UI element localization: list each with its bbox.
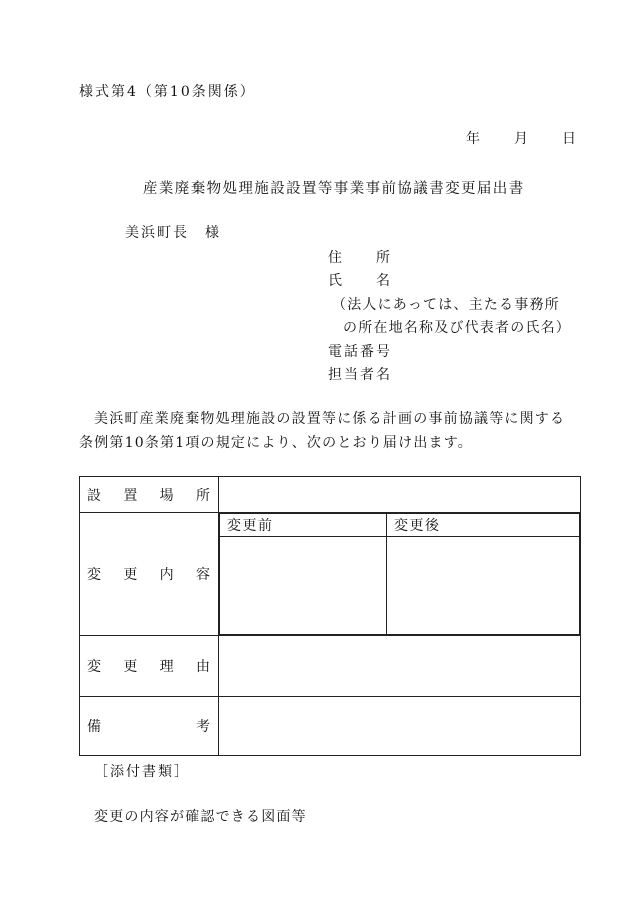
reason-label-char: 変 <box>87 659 101 675</box>
remarks-label-cell <box>80 697 219 756</box>
contact-label: 担当者名 <box>328 367 392 383</box>
change-label-char: 内 <box>159 567 174 583</box>
location-label-char: 場 <box>159 487 174 504</box>
corp-note-1: （法人にあっては、主たる事務所 <box>332 297 560 313</box>
after-header: 変更後 <box>387 514 580 537</box>
name-label: 氏 名 <box>328 273 392 289</box>
change-label-char: 更 <box>123 567 138 583</box>
attachments-item: 変更の内容が確認できる図面等 <box>94 809 307 825</box>
before-value-cell[interactable] <box>220 537 387 635</box>
date-line <box>466 128 576 148</box>
attachments-header: ［添付書類］ <box>94 764 190 780</box>
after-value-cell[interactable] <box>387 537 580 635</box>
phone-label: 電話番号 <box>328 344 392 360</box>
address-label: 住 所 <box>328 250 392 266</box>
location-row <box>80 477 581 513</box>
body-line-2: 条例第10条第1項の規定により、次のとおり届け出ます。 <box>79 435 474 451</box>
change-label-char: 変 <box>87 567 101 583</box>
reason-label-char: 理 <box>159 659 174 675</box>
change-form-table <box>79 476 581 756</box>
change-content-label-cell <box>80 513 219 636</box>
reason-label-char: 更 <box>123 659 138 675</box>
remarks-row <box>80 697 581 756</box>
remarks-label-char: 考 <box>196 719 210 735</box>
date-month-label: 月 <box>514 131 528 147</box>
change-label-char: 容 <box>195 567 210 583</box>
form-number: 様式第4（第10条関係） <box>79 84 256 100</box>
reason-value-cell[interactable] <box>219 636 581 697</box>
date-year-label: 年 <box>466 131 480 147</box>
location-value-cell[interactable] <box>219 477 581 513</box>
change-content-cell <box>219 513 581 636</box>
location-label-char: 設 <box>87 487 101 504</box>
body-line-1: 美浜町産業廃棄物処理施設の設置等に係る計画の事前協議等に関する <box>94 411 566 427</box>
corp-note-2: の所在地名称及び代表者の氏名） <box>343 320 571 336</box>
remarks-value-cell[interactable] <box>219 697 581 756</box>
document-title: 産業廃棄物処理施設設置等事業事前協議書変更届出書 <box>143 181 525 197</box>
change-content-row <box>80 513 581 636</box>
location-label-char: 置 <box>123 487 138 504</box>
before-header: 変更前 <box>220 514 387 537</box>
remarks-label-char: 備 <box>87 719 101 735</box>
location-label-char: 所 <box>195 487 210 504</box>
reason-row <box>80 636 581 697</box>
location-label-cell <box>80 477 219 513</box>
addressee: 美浜町長 様 <box>125 225 221 241</box>
reason-label-cell <box>80 636 219 697</box>
reason-label-char: 由 <box>195 659 210 675</box>
date-day-label: 日 <box>562 131 576 147</box>
